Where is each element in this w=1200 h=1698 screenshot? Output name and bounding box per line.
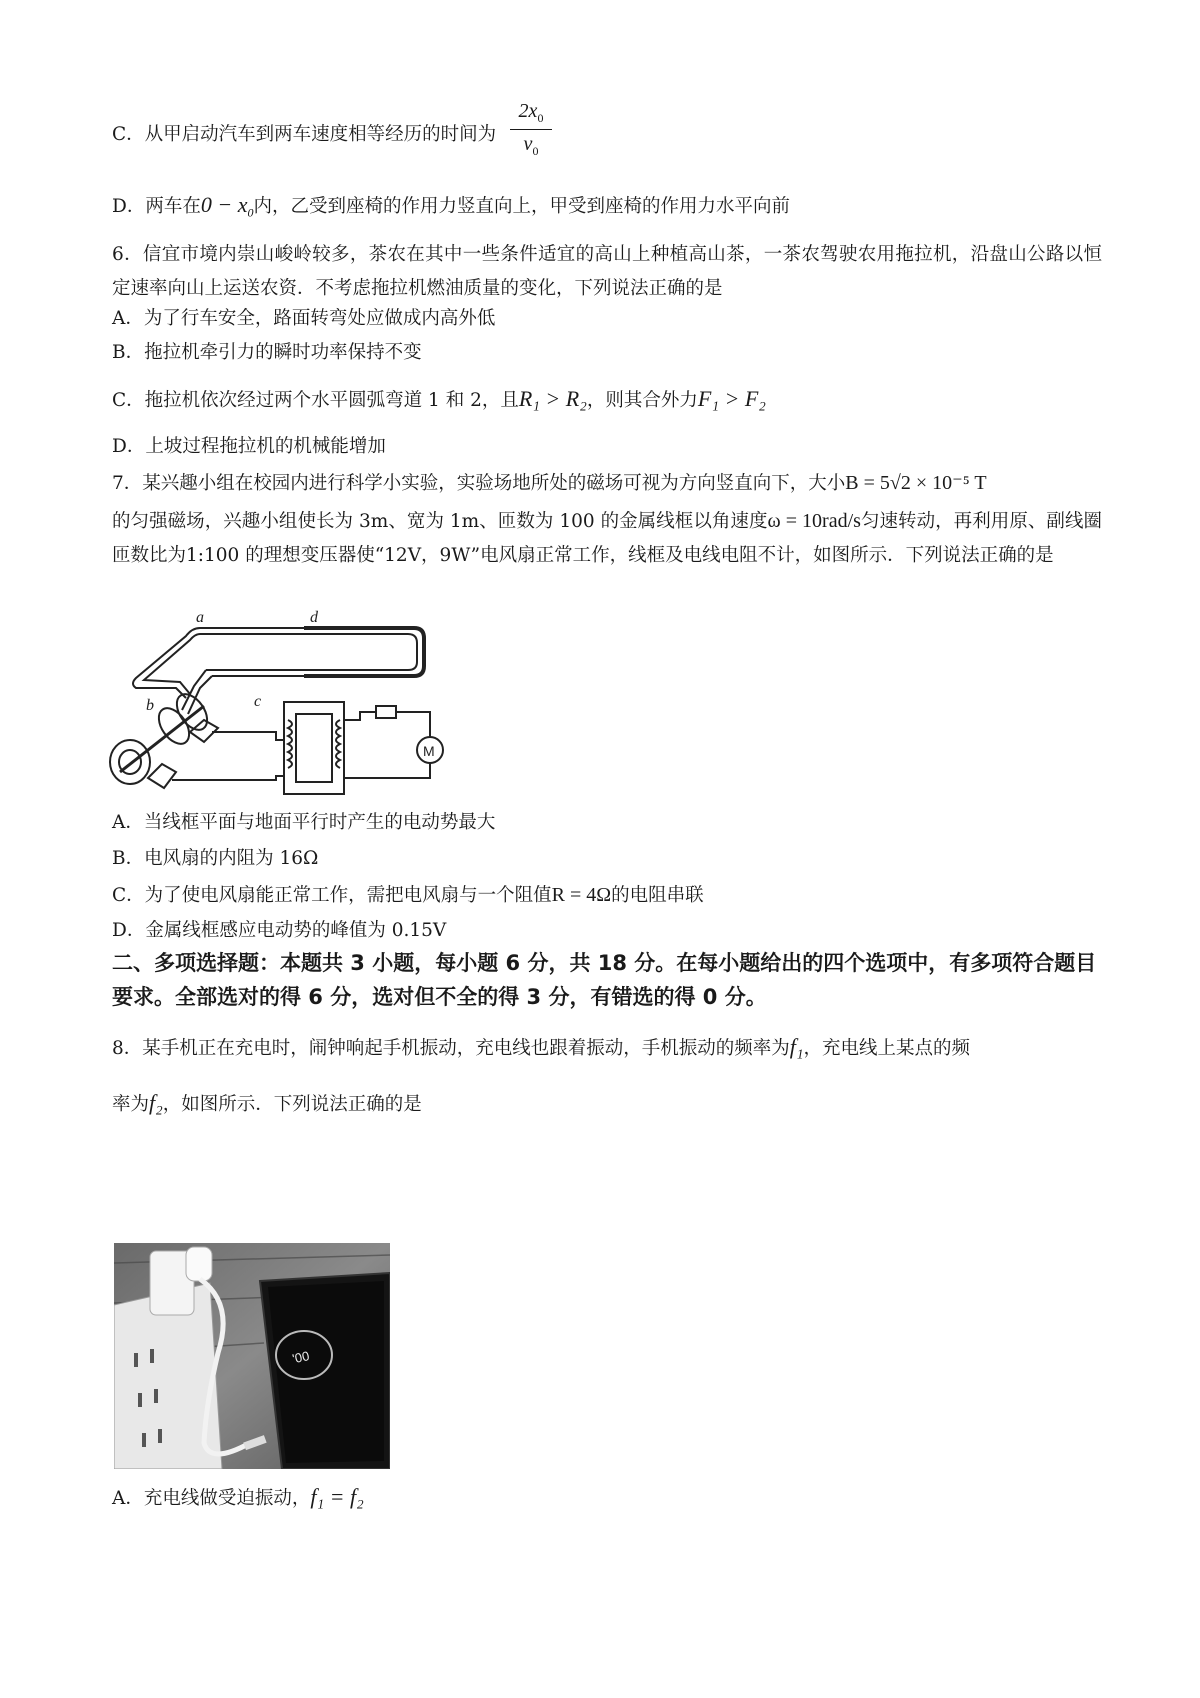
q6-option-d: D．上坡过程拖拉机的机械能增加 (112, 436, 386, 457)
q7-b-value: B = 5√2 × 10⁻⁵ T (845, 472, 987, 494)
q7-stem-line1 (112, 470, 987, 497)
figure-label-a: a (196, 609, 204, 626)
phone-display-text: '00 (291, 1348, 311, 1367)
q5-option-c-text: C．从甲启动汽车到两车速度相等经历的时间为 (112, 124, 497, 145)
q7-option-c-post: 的电阻串联 (611, 885, 704, 906)
q7-option-a: A．当线框平面与地面平行时产生的电动势最大 (112, 812, 496, 833)
q5-option-d-post: 内，乙受到座椅的作用力竖直向上，甲受到座椅的作用力水平向前 (253, 196, 790, 217)
q5-frac-den-sub: 0 (532, 144, 539, 158)
q5-option-d (112, 192, 790, 226)
q7-stem-mid: 的匀强磁场，兴趣小组使长为 3m、宽为 1m、匝数为 100 的金属线框以角速度 (112, 511, 768, 532)
q5-option-c (112, 122, 496, 148)
q7-option-c-pre: C．为了使电风扇能正常工作，需把电风扇与一个阻值 (112, 885, 552, 906)
q5-frac-den: v (523, 133, 533, 155)
figure-label-c: c (254, 693, 262, 710)
q5-option-d-math-sub: 0 (247, 205, 254, 220)
q8-stem-line2-post: ，如图所示．下列说法正确的是 (162, 1094, 422, 1115)
q8-option-a-math: f₁ = f₂ (310, 1484, 364, 1509)
q7-stem-post: 匀速转动，再利用原、副线圈匝数比为1:100 的理想变压器使“12V，9W”电风扇正常工作，线框及电线电阻不计，如图所示．下列说法正确的是 (112, 511, 1102, 566)
q5-frac-num: 2x (518, 100, 538, 122)
q5-option-d-math: 0 − x (200, 192, 248, 217)
q8-stem-line1 (112, 1034, 970, 1062)
figure-label-b: b (146, 697, 154, 714)
q8-stem-line2-pre: 率为 (112, 1094, 150, 1115)
q6-option-c-math1: R₁ > R₂ (518, 386, 587, 411)
q7-option-b: B．电风扇的内阻为 16Ω (112, 848, 319, 869)
q6-stem: 6．信宜市境内崇山峻岭较多，茶农在其中一些条件适宜的高山上种植高山茶，一茶农驾驶农用拖拉机，沿盘山公路以恒定速率向山上运送农资．不考虑拖拉机燃油质量的变化，下列说法正确的是 (112, 244, 1102, 299)
q6-option-c-math2: F₁ > F₂ (697, 386, 766, 411)
q5-option-d-pre: D．两车在 (112, 196, 201, 217)
q5-fraction (510, 100, 552, 159)
q7-option-c (112, 882, 704, 909)
q6-option-a: A．为了行车安全，路面转弯处应做成内高外低 (112, 308, 496, 329)
q8-stem-mid: ，充电线上某点的频 (803, 1038, 971, 1059)
q8-stem-line2 (112, 1090, 422, 1118)
q6-option-c (112, 386, 766, 414)
q8-option-a-pre: A．充电线做受迫振动， (112, 1488, 311, 1509)
q7-omega: ω = 10rad/s (767, 510, 861, 532)
q7-stem-pre: 7．某兴趣小组在校园内进行科学小实验，实验场地所处的磁场可视为方向竖直向下，大小 (112, 473, 846, 494)
section2-heading: 二、多项选择题：本题共 3 小题，每小题 6 分，共 18 分。在每小题给出的四个选项中，有多项符合题目要求。全部选对的得 6 分，选对但不全的得 3 分，有错选的得 0 分。 (112, 951, 1097, 1009)
q7-option-c-math: R = 4Ω (551, 884, 612, 906)
q7-option-d: D．金属线框感应电动势的峰值为 0.15V (112, 920, 447, 941)
figure-label-d: d (310, 609, 318, 626)
q7-circuit-figure (108, 602, 448, 798)
q8-f2: f₂ (149, 1090, 163, 1115)
q6-option-c-pre: C．拖拉机依次经过两个水平圆弧弯道 1 和 2，且 (112, 390, 519, 411)
q8-f1: f₁ (789, 1034, 804, 1059)
q8-stem-pre: 8．某手机正在充电时，闹钟响起手机振动，充电线也跟着振动，手机振动的频率为 (112, 1038, 790, 1059)
q6-option-b: B．拖拉机牵引力的瞬时功率保持不变 (112, 342, 422, 363)
q8-phone-photo (114, 1243, 390, 1469)
q8-option-a (112, 1484, 364, 1512)
q5-frac-num-sub: 0 (537, 111, 544, 125)
q6-option-c-mid: ，则其合外力 (586, 390, 698, 411)
q7-stem-rest (112, 504, 1102, 573)
coil-outline (200, 628, 424, 676)
motor-label: M (423, 743, 435, 759)
